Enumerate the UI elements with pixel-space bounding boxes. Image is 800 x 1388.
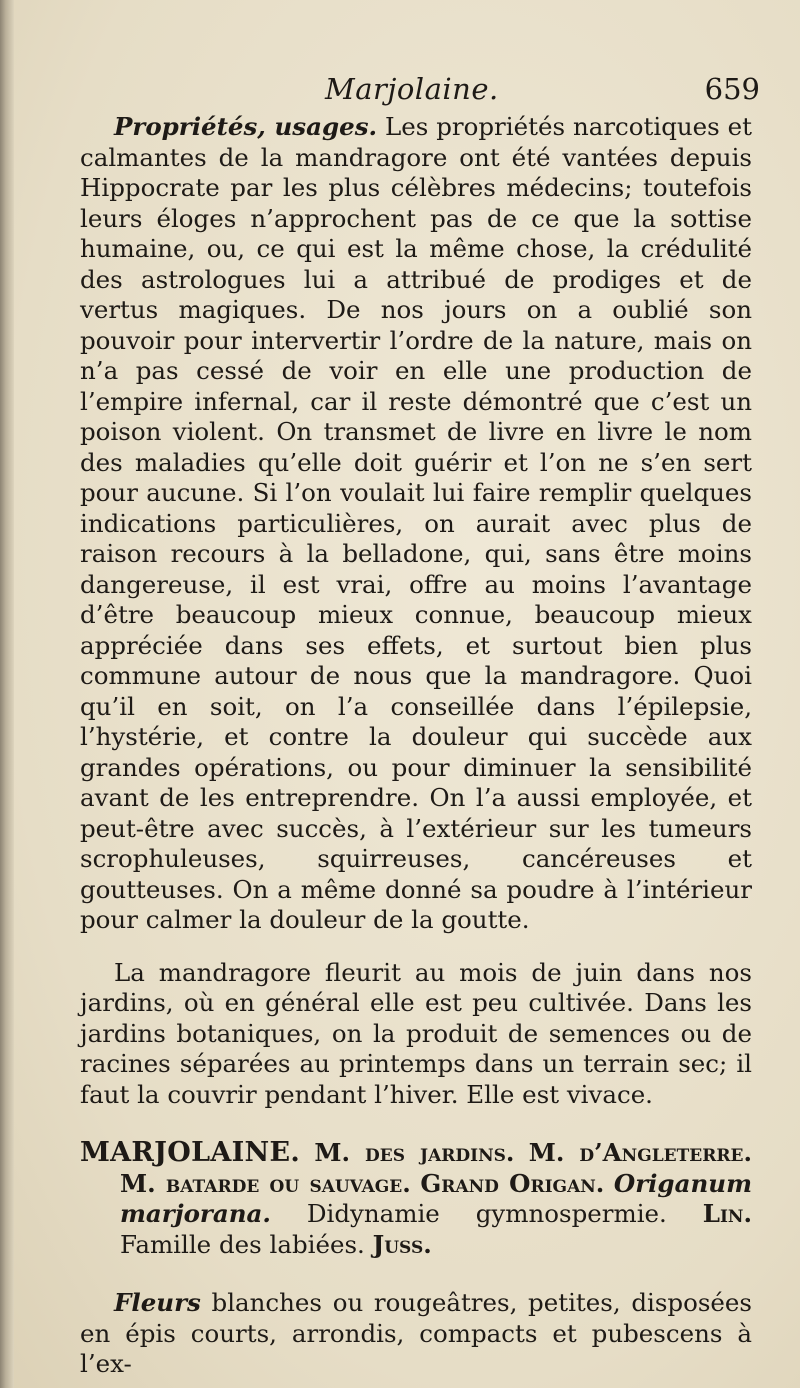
- paragraph-flowers-text: blanches ou rougeâtres, petites, disposées en épis courts, arrondis, compacts et pubescens à l’ex-: [80, 1288, 752, 1378]
- classification: Didynamie gymnospermie.: [306, 1199, 667, 1228]
- running-title: Marjolaine.: [325, 72, 499, 106]
- entry-marjolaine: [80, 1138, 752, 1260]
- page-body: [80, 112, 752, 1380]
- paragraph-flowering: [80, 958, 752, 1111]
- author-jussieu: Juss.: [372, 1229, 432, 1259]
- paragraph-flowering-text: La mandragore fleurit au mois de juin dans nos jardins, où en général elle est peu cultivée. Dans les jardins botaniques, on la produit de semences ou de racines séparées au printemps dans un terrain sec; il faut la couvrir pendant l’hiver. Elle est vivace.: [80, 957, 752, 1109]
- entry-heading: MARJOLAINE.: [80, 1137, 301, 1168]
- section-lead-properties: Propriétés, usages.: [114, 112, 378, 141]
- synonym-batarde: M. batarde ou sauvage.: [120, 1168, 411, 1198]
- paragraph-gap: [80, 936, 752, 958]
- family: Famille des labiées.: [120, 1229, 365, 1259]
- paragraph-flowers: [80, 1288, 752, 1380]
- synonym-grand-origan: Grand Origan.: [420, 1168, 605, 1198]
- paragraph-gap: [80, 1260, 752, 1288]
- synonym-jardins: M. des jardins.: [314, 1138, 515, 1167]
- page-gutter: [0, 0, 14, 1388]
- synonym-angleterre: M. d’Angleterre.: [528, 1138, 752, 1167]
- entry-gap: [80, 1110, 752, 1138]
- page-header: [80, 72, 760, 116]
- paragraph-properties: [80, 112, 752, 936]
- latin-name: Origanum marjorana.: [120, 1168, 752, 1228]
- section-lead-flowers: Fleurs: [114, 1288, 201, 1317]
- author-linnaeus: Lin.: [702, 1199, 752, 1228]
- paragraph-properties-text: Les propriétés narcotiques et calmantes de la mandragore ont été vantées depuis Hippocrate par les plus célèbres médecins; toutefois leurs éloges n’approchent pas de ce que la sottise humaine, ou, ce qui est la même chose, la crédulité des astrologues lui a attribué de prodiges et de vertus magiques. De nos jours on a oublié son pouvoir pour intervertir l’ordre de la nature, mais on n’a pas cessé de voir en elle une production de l’empire infernal, car il reste démontré que c’est un poison violent. On transmet de livre en livre le nom des maladies qu’elle doit guérir et l’on ne s’en sert pour aucune. Si l’on voulait lui faire remplir quelques indications particulières, on aurait avec plus de raison recours à la belladone, qui, sans être moins dangereuse, il est vrai, offre au moins l’avantage d’être beaucoup mieux connue, beaucoup mieux appréciée dans ses effets, et surtout bien plus commune autour de nous que la mandragore. Quoi qu’il en soit, on l’a conseillée dans l’épilepsie, l’hystérie, et contre la douleur qui succède aux grandes opérations, ou pour diminuer la sensibilité avant de les entreprendre. On l’a aussi employée, et peut-être avec succès, à l’extérieur sur les tumeurs scrophuleuses, squirreuses, cancéreuses et goutteuses. On a même donné sa poudre à l’intérieur pour calmer la douleur de la goutte.: [80, 112, 752, 934]
- page-number: 659: [704, 72, 760, 106]
